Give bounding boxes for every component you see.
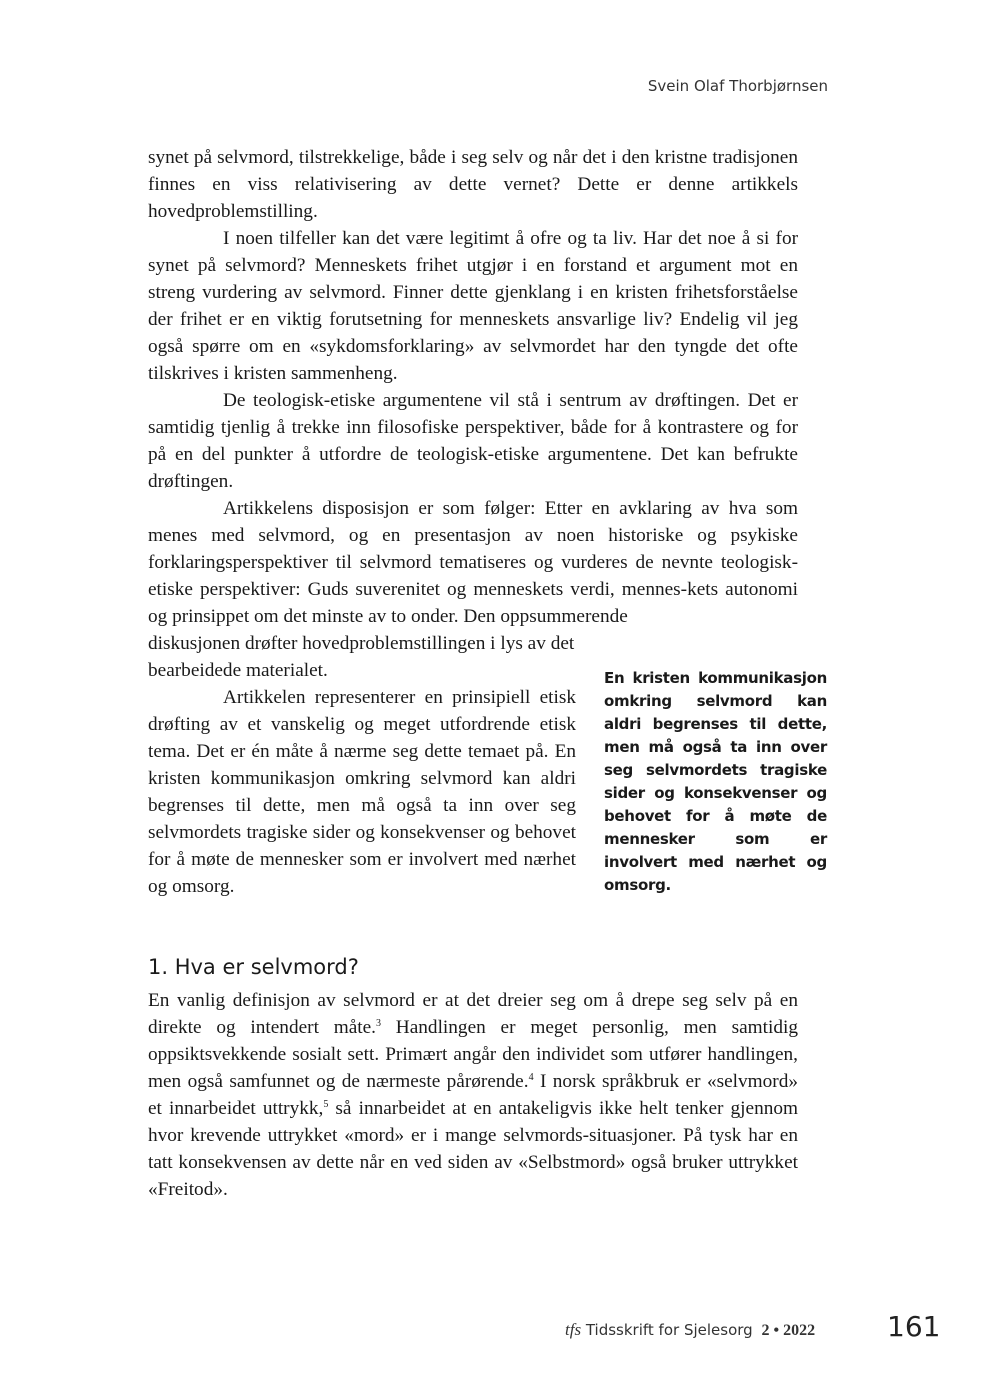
section-1-paragraph [148, 987, 798, 1203]
page-number: 161 [887, 1310, 941, 1343]
text-segment: I norsk språkbruk er «selvmord» et innarbeidet uttrykk, [148, 1071, 798, 1119]
footnote-marker: 3 [376, 1018, 382, 1029]
running-head-author: Svein Olaf Thorbjørnsen [647, 77, 828, 95]
text-segment: Handlingen er meget personlig, men samtidig oppsiktsvekkende sosialt sett. Primært angår den individet som utfører handlingen, men også samfunnet og de nærmeste pårørende. [148, 1017, 798, 1092]
paragraph-4-continued: diskusjonen drøfter hovedproblemstillingen i lys av det bearbeidede materialet. [148, 633, 575, 681]
paragraph-5: Artikkelen representerer en prinsipiell etisk drøfting av et vanskelig og meget utfordrende etisk tema. Det er én måte å nærme seg dette temaet på. En kristen kommunikasjon omkring selvmord kan aldri begrenses til dette, men må også ta inn over seg selvmordets tragiske sider og konsekvenser og behovet for å møte de mennesker som er involvert med nærhet og omsorg. [148, 687, 576, 897]
footnote-marker: 5 [323, 1099, 329, 1110]
paragraph-2: I noen tilfeller kan det være legitimt å ofre og ta liv. Har det noe å si for synet på selvmord? Menneskets frihet utgjør i en forstand et argument mot en streng vurdering av selvmord. Finner dette gjenklang i en kristen frihetsforståelse der frihet er en viktig forutsetning for menneskets ansvarlige liv? Endelig vil jeg også spørre om en «sykdomsforklaring» av selvmordet har den tyngde det ofte tilskrives i kristen sammenheng. [148, 228, 798, 384]
footnote-marker: 4 [528, 1072, 534, 1083]
paragraph-4: Artikkelens disposisjon er som følger: Etter en avklaring av hva som menes med selvmord, og en presentasjon av noen historiske og psykiske forklaringsperspektiver til selvmord tematiseres og vurderes de nevnte teologisk-etiske perspektiver: Guds suverenitet og menneskets verdi, mennes-kets autonomi og prinsippet om det minste av to onder. Den oppsummerende [148, 498, 798, 627]
paragraph-1: synet på selvmord, tilstrekkelige, både i seg selv og når det i den kristne tradisjonen finnes en viss relativisering av dette vernet? Dette er denne artikkels hovedproblemstilling. [148, 147, 798, 222]
pull-quote: En kristen kommunikasjon omkring selvmord kan aldri begrenses til dette, men må også ta inn over seg selvmordets tragiske sider og konsekvenser og behovet for å møte de mennesker som er involvert med nærhet og omsorg. [604, 669, 827, 894]
section-heading: 1. Hva er selvmord? [148, 955, 359, 979]
journal-abbreviation: tfs [565, 1320, 582, 1339]
journal-name: Tidsskrift for Sjelesorg [585, 1321, 753, 1339]
text-segment: En vanlig definisjon av selvmord er at det dreier seg om å drepe seg selv på en direkte og intendert måte. [148, 990, 798, 1038]
footer-journal [565, 1320, 815, 1340]
text-segment: så innarbeidet at en antakeligvis ikke helt tenker gjennom hvor krevende uttrykket «mord» er i mange selvmords-situasjoner. På tysk har en tatt konsekvensen av dette når en ved siden av «Selbstmord» også bruker uttrykket «Freitod». [148, 1098, 798, 1200]
journal-issue: 2 • 2022 [761, 1322, 816, 1339]
paragraph-3: De teologisk-etiske argumentene vil stå i sentrum av drøftingen. Det er samtidig tjenlig å trekke inn filosofiske perspektiver, både for å kontrastere og for på en del punkter å utfordre de teologisk-etiske argumentene. Det kan befrukte drøftingen. [148, 390, 798, 492]
